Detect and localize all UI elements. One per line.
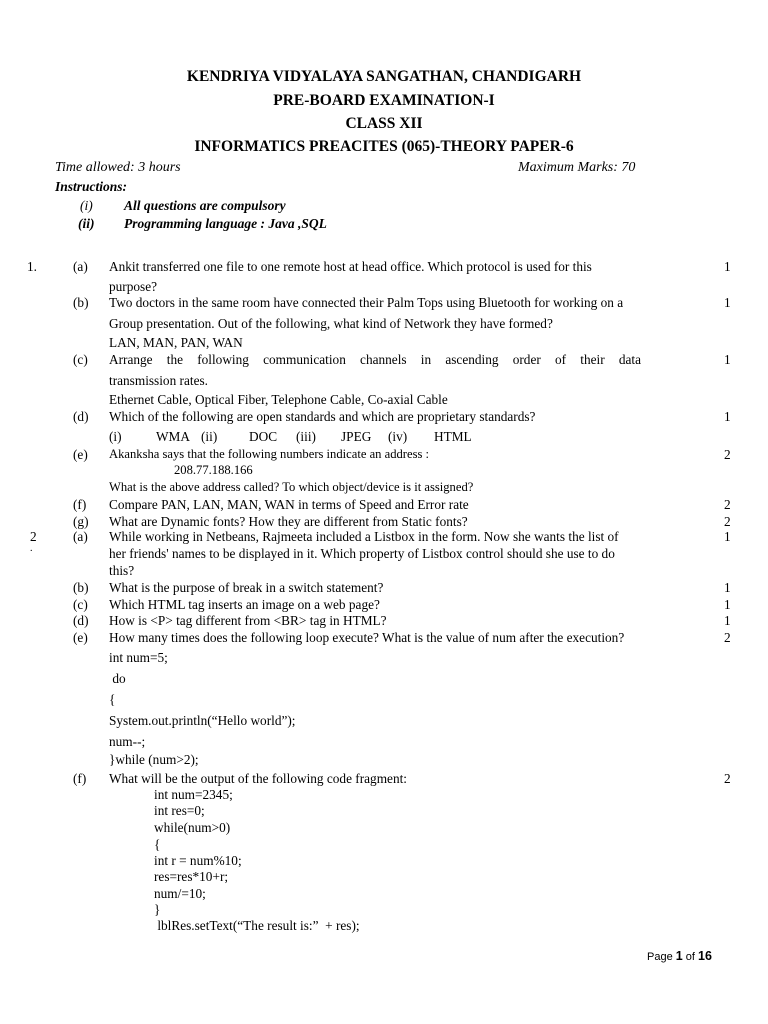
q2f-label: (f) xyxy=(73,771,87,786)
q1f-marks: 2 xyxy=(724,497,731,512)
q2a-line-3: this? xyxy=(109,563,135,578)
q1a-line-2: purpose? xyxy=(109,279,157,294)
q1b-marks: 1 xyxy=(724,295,731,310)
q1d-option-4-number: (iv) xyxy=(388,429,408,444)
q1d-option-4-value: HTML xyxy=(434,429,472,444)
question-2-dot: . xyxy=(30,543,33,554)
q2e-marks: 2 xyxy=(724,630,731,645)
q2e-code-line: }while (num>2); xyxy=(109,752,199,767)
q2b-line-1: What is the purpose of break in a switch statement? xyxy=(109,580,384,595)
q1c-marks: 1 xyxy=(724,352,731,367)
q2c-line-1: Which HTML tag inserts an image on a web page? xyxy=(109,597,380,612)
time-allowed: Time allowed: 3 hours xyxy=(55,160,181,175)
q1d-line-1: Which of the following are open standards and which are proprietary standards? xyxy=(109,409,536,424)
instruction-2-number: (ii) xyxy=(78,216,95,231)
q2f-code-line: while(num>0) xyxy=(154,820,231,835)
q2f-code-line: res=res*10+r; xyxy=(154,869,229,884)
q2e-code-line: System.out.println(“Hello world”); xyxy=(109,713,296,728)
q2a-line-1: While working in Netbeans, Rajmeeta included a Listbox in the form. Now she wants the list of xyxy=(109,529,619,544)
page-number xyxy=(647,949,712,963)
q1d-option-2-value: DOC xyxy=(249,429,278,444)
q2e-line-1: How many times does the following loop execute? What is the value of num after the execution? xyxy=(109,630,625,645)
q2f-code-line: int r = num%10; xyxy=(154,853,242,868)
q2a-label: (a) xyxy=(73,529,88,544)
q1a-label: (a) xyxy=(73,259,88,274)
q1b-line-2: Group presentation. Out of the following, what kind of Network they have formed? xyxy=(109,316,553,331)
total-pages: 16 xyxy=(698,949,712,963)
q1e-line-1: Akanksha says that the following numbers indicate an address : xyxy=(109,447,430,461)
q2e-code-line: num--; xyxy=(109,734,146,749)
q2e-code-line: do xyxy=(109,671,126,686)
q2e-code-line: { xyxy=(109,692,116,707)
q1c-line-1: Arrange the following communication channels in ascending order of their data xyxy=(109,352,641,367)
page-of: of xyxy=(685,951,695,963)
q2c-label: (c) xyxy=(73,597,88,612)
q1g-label: (g) xyxy=(73,514,89,529)
q2f-code-line: { xyxy=(154,837,161,852)
q1e-label: (e) xyxy=(73,447,88,462)
q1e-address: 208.77.188.166 xyxy=(174,463,253,477)
q2f-line-1: What will be the output of the following code fragment: xyxy=(109,771,407,786)
school-title: KENDRIYA VIDYALAYA SANGATHAN, CHANDIGARH xyxy=(186,68,582,85)
paper-title: INFORMATICS PREACITES (065)-THEORY PAPER-6 xyxy=(194,138,574,155)
q2f-code-line: int res=0; xyxy=(154,803,205,818)
q1g-marks: 2 xyxy=(724,514,731,529)
q2a-marks: 1 xyxy=(724,529,731,544)
q1d-option-3-number: (iii) xyxy=(296,429,316,444)
q2d-marks: 1 xyxy=(724,613,731,628)
current-page: 1 xyxy=(675,949,683,963)
q2b-marks: 1 xyxy=(724,580,731,595)
q2c-marks: 1 xyxy=(724,597,731,612)
instruction-2-text: Programming language : Java ,SQL xyxy=(124,216,327,231)
q2e-code-line: int num=5; xyxy=(109,650,168,665)
q1d-marks: 1 xyxy=(724,409,731,424)
q1b-label: (b) xyxy=(73,295,89,310)
q2f-code-line: lblRes.setText(“The result is:” + res); xyxy=(154,918,360,933)
q2a-line-2: her friends' names to be displayed in it. Which property of Listbox control should she use to do xyxy=(109,546,615,561)
q2f-code-line: int num=2345; xyxy=(154,787,233,802)
q1d-option-2-number: (ii) xyxy=(201,429,218,444)
q1c-line-3: Ethernet Cable, Optical Fiber, Telephone Cable, Co-axial Cable xyxy=(109,392,448,407)
q2d-label: (d) xyxy=(73,613,89,628)
instruction-1-number: (i) xyxy=(80,198,93,213)
q2f-marks: 2 xyxy=(724,771,731,786)
q1d-option-3-value: JPEG xyxy=(341,429,372,444)
maximum-marks: Maximum Marks: 70 xyxy=(518,160,636,175)
exam-title: PRE-BOARD EXAMINATION-I xyxy=(273,92,495,109)
question-1-number: 1. xyxy=(27,259,37,274)
q1f-line-1: Compare PAN, LAN, MAN, WAN in terms of Speed and Error rate xyxy=(109,497,469,512)
q1c-label: (c) xyxy=(73,352,88,367)
q1e-marks: 2 xyxy=(724,447,731,462)
q1e-line-3: What is the above address called? To which object/device is it assigned? xyxy=(109,480,474,494)
q1d-label: (d) xyxy=(73,409,89,424)
q1c-line-2: transmission rates. xyxy=(109,373,208,388)
q2e-label: (e) xyxy=(73,630,88,645)
instruction-1-text: All questions are compulsory xyxy=(124,198,286,213)
question-2-number: 2 xyxy=(30,529,37,544)
q2d-line-1: How is <P> tag different from <BR> tag in HTML? xyxy=(109,613,387,628)
q1a-line-1: Ankit transferred one file to one remote host at head office. Which protocol is used for this xyxy=(109,259,592,274)
q1b-line-3: LAN, MAN, PAN, WAN xyxy=(109,335,243,350)
class-title: CLASS XII xyxy=(345,115,423,132)
q1a-marks: 1 xyxy=(724,259,731,274)
q2f-code-line: num/=10; xyxy=(154,886,206,901)
q1f-label: (f) xyxy=(73,497,87,512)
q1d-option-1-value: WMA xyxy=(156,429,190,444)
q2b-label: (b) xyxy=(73,580,89,595)
q1b-line-1: Two doctors in the same room have connected their Palm Tops using Bluetooth for working on a xyxy=(109,295,624,310)
q2f-code-line: } xyxy=(154,902,161,917)
instructions-label: Instructions: xyxy=(55,179,128,194)
q1d-option-1-number: (i) xyxy=(109,429,122,444)
page-prefix: Page xyxy=(647,951,673,963)
q1g-line-1: What are Dynamic fonts? How they are different from Static fonts? xyxy=(109,514,468,529)
